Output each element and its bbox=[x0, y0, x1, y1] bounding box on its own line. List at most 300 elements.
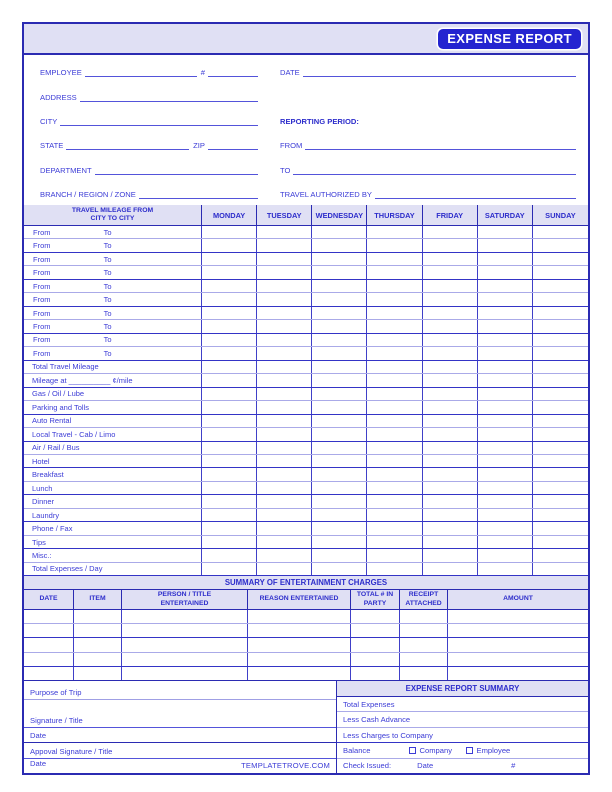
mileage-cell[interactable] bbox=[257, 442, 312, 454]
mileage-cell[interactable] bbox=[367, 549, 422, 561]
mileage-cell[interactable] bbox=[533, 293, 588, 305]
mileage-row bbox=[24, 401, 588, 414]
mileage-cell[interactable] bbox=[423, 509, 478, 521]
mileage-cell[interactable] bbox=[367, 482, 422, 494]
mileage-cell[interactable] bbox=[423, 239, 478, 251]
mileage-cell[interactable] bbox=[312, 239, 367, 251]
mileage-cell[interactable] bbox=[257, 522, 312, 534]
mileage-cell[interactable] bbox=[202, 482, 257, 494]
expense-row-label-auto-rental: Auto Rental bbox=[24, 415, 202, 427]
mileage-cell[interactable] bbox=[367, 374, 422, 386]
mileage-cell[interactable] bbox=[533, 226, 588, 238]
entertainment-cell[interactable] bbox=[122, 667, 248, 680]
mileage-cell[interactable] bbox=[312, 455, 367, 467]
entertainment-row bbox=[24, 638, 588, 652]
mileage-cell[interactable] bbox=[367, 280, 422, 292]
entertainment-cell[interactable] bbox=[248, 624, 351, 637]
mileage-cell[interactable] bbox=[423, 522, 478, 534]
mileage-cell[interactable] bbox=[478, 482, 533, 494]
signature-date-field[interactable] bbox=[24, 728, 336, 743]
info-field-branch-region-zone bbox=[40, 179, 258, 203]
mileage-cell[interactable] bbox=[423, 266, 478, 278]
write-line[interactable] bbox=[60, 124, 258, 126]
mileage-cell[interactable] bbox=[312, 226, 367, 238]
mileage-cell[interactable] bbox=[423, 495, 478, 507]
mileage-cell[interactable] bbox=[257, 361, 312, 373]
summary-row-less-cash-advance[interactable] bbox=[337, 712, 588, 727]
mileage-cell[interactable] bbox=[312, 401, 367, 413]
entertainment-cell[interactable] bbox=[448, 638, 588, 651]
mileage-cell[interactable] bbox=[533, 536, 588, 548]
route-to-label: To bbox=[103, 322, 112, 332]
route-to-label: To bbox=[103, 308, 112, 318]
expense-row-label-parking-and-tolls: Parking and Tolls bbox=[24, 401, 202, 413]
mileage-cell[interactable] bbox=[202, 266, 257, 278]
mileage-cell[interactable] bbox=[367, 536, 422, 548]
entertainment-cell[interactable] bbox=[248, 667, 351, 680]
mileage-cell[interactable] bbox=[257, 495, 312, 507]
mileage-cell[interactable] bbox=[202, 388, 257, 400]
mileage-cell[interactable] bbox=[478, 280, 533, 292]
summary-row-total-expenses[interactable] bbox=[337, 697, 588, 712]
mileage-cell[interactable] bbox=[478, 266, 533, 278]
mileage-cell[interactable] bbox=[367, 388, 422, 400]
mileage-cell[interactable] bbox=[533, 388, 588, 400]
write-line[interactable] bbox=[80, 100, 258, 102]
mileage-cell[interactable] bbox=[478, 401, 533, 413]
entertainment-cell[interactable] bbox=[122, 638, 248, 651]
write-line[interactable] bbox=[66, 148, 189, 150]
mileage-cell[interactable] bbox=[478, 334, 533, 346]
write-line[interactable] bbox=[139, 197, 258, 199]
write-line[interactable] bbox=[303, 75, 576, 77]
mileage-cell[interactable] bbox=[257, 226, 312, 238]
route-from-label: From bbox=[33, 268, 51, 278]
mileage-cell[interactable] bbox=[367, 239, 422, 251]
mileage-cell[interactable] bbox=[533, 347, 588, 359]
mileage-cell[interactable] bbox=[423, 388, 478, 400]
entertainment-cell[interactable] bbox=[351, 610, 400, 623]
mileage-row bbox=[24, 468, 588, 481]
mileage-cell[interactable] bbox=[423, 293, 478, 305]
mileage-cell[interactable] bbox=[478, 442, 533, 454]
mileage-cell[interactable] bbox=[533, 563, 588, 575]
write-line[interactable] bbox=[208, 75, 258, 77]
mileage-cell[interactable] bbox=[423, 549, 478, 561]
write-line[interactable] bbox=[293, 173, 576, 175]
mileage-cell[interactable] bbox=[533, 509, 588, 521]
mileage-cell[interactable] bbox=[533, 428, 588, 440]
mileage-cell[interactable] bbox=[423, 428, 478, 440]
mileage-cell[interactable] bbox=[423, 374, 478, 386]
mileage-cell[interactable] bbox=[423, 415, 478, 427]
mileage-cell[interactable] bbox=[257, 320, 312, 332]
entertainment-cell[interactable] bbox=[400, 610, 448, 623]
mileage-cell[interactable] bbox=[367, 361, 422, 373]
mileage-cell[interactable] bbox=[367, 320, 422, 332]
entertainment-cell[interactable] bbox=[448, 624, 588, 637]
entertainment-cell[interactable] bbox=[74, 624, 122, 637]
ent-col-header-person-title bbox=[122, 590, 248, 609]
mileage-cell[interactable] bbox=[312, 428, 367, 440]
mileage-cell[interactable] bbox=[533, 361, 588, 373]
mileage-cell[interactable] bbox=[423, 563, 478, 575]
mileage-cell[interactable] bbox=[423, 320, 478, 332]
mileage-cell[interactable] bbox=[533, 307, 588, 319]
mileage-cell[interactable] bbox=[312, 320, 367, 332]
mileage-cell[interactable] bbox=[312, 280, 367, 292]
mileage-cell[interactable] bbox=[257, 428, 312, 440]
mileage-cell[interactable] bbox=[257, 280, 312, 292]
mileage-cell[interactable] bbox=[367, 253, 422, 265]
mileage-cell[interactable] bbox=[257, 388, 312, 400]
route-cell[interactable] bbox=[24, 280, 202, 292]
entertainment-cell[interactable] bbox=[400, 667, 448, 680]
info-field-department bbox=[40, 154, 258, 178]
mileage-cell[interactable] bbox=[423, 482, 478, 494]
route-to-label: To bbox=[103, 335, 112, 345]
route-cell[interactable] bbox=[24, 239, 202, 251]
mileage-cell[interactable] bbox=[423, 455, 478, 467]
mileage-cell[interactable] bbox=[257, 482, 312, 494]
mileage-cell[interactable] bbox=[312, 468, 367, 480]
mileage-cell[interactable] bbox=[312, 374, 367, 386]
mileage-cell[interactable] bbox=[367, 415, 422, 427]
mileage-cell[interactable] bbox=[257, 509, 312, 521]
field-label-branch-region-zone: BRANCH / REGION / ZONE bbox=[40, 189, 136, 199]
mileage-cell[interactable] bbox=[257, 307, 312, 319]
mileage-cell[interactable] bbox=[423, 468, 478, 480]
mileage-cell[interactable] bbox=[202, 239, 257, 251]
entertainment-cell[interactable] bbox=[24, 653, 74, 666]
mileage-cell[interactable] bbox=[478, 253, 533, 265]
mileage-row bbox=[24, 280, 588, 293]
mileage-row bbox=[24, 361, 588, 374]
mileage-cell[interactable] bbox=[202, 293, 257, 305]
purpose-of-trip-field[interactable] bbox=[24, 681, 336, 700]
mileage-cell[interactable] bbox=[533, 334, 588, 346]
expense-row-label-hotel: Hotel bbox=[24, 455, 202, 467]
signature-title-field[interactable] bbox=[24, 713, 336, 729]
mileage-cell[interactable] bbox=[202, 334, 257, 346]
mileage-cell[interactable] bbox=[533, 415, 588, 427]
summary-row-less-charges[interactable] bbox=[337, 728, 588, 743]
mileage-cell[interactable] bbox=[312, 334, 367, 346]
mileage-cell[interactable] bbox=[478, 455, 533, 467]
mileage-cell[interactable] bbox=[202, 347, 257, 359]
entertainment-cell[interactable] bbox=[351, 653, 400, 666]
mileage-cell[interactable] bbox=[423, 307, 478, 319]
write-line[interactable] bbox=[85, 75, 197, 77]
mileage-cell[interactable] bbox=[202, 442, 257, 454]
mileage-cell[interactable] bbox=[312, 536, 367, 548]
mileage-cell[interactable] bbox=[312, 563, 367, 575]
summary-row-check-issued[interactable] bbox=[337, 759, 588, 773]
mileage-cell[interactable] bbox=[533, 374, 588, 386]
mileage-cell[interactable] bbox=[312, 509, 367, 521]
mileage-cell[interactable] bbox=[533, 455, 588, 467]
entertainment-cell[interactable] bbox=[351, 638, 400, 651]
mileage-cell[interactable] bbox=[257, 239, 312, 251]
mileage-row bbox=[24, 320, 588, 333]
mileage-cell[interactable] bbox=[423, 226, 478, 238]
mileage-cell[interactable] bbox=[478, 522, 533, 534]
mileage-cell[interactable] bbox=[423, 253, 478, 265]
mileage-cell[interactable] bbox=[478, 239, 533, 251]
mileage-cell[interactable] bbox=[312, 522, 367, 534]
mileage-row bbox=[24, 415, 588, 428]
mileage-cell[interactable] bbox=[533, 320, 588, 332]
entertainment-table-body bbox=[24, 610, 588, 680]
mileage-cell[interactable] bbox=[202, 522, 257, 534]
mileage-cell[interactable] bbox=[367, 428, 422, 440]
mileage-cell[interactable] bbox=[478, 320, 533, 332]
info-field-from bbox=[280, 130, 576, 154]
mileage-cell[interactable] bbox=[257, 293, 312, 305]
mileage-cell[interactable] bbox=[202, 509, 257, 521]
mileage-cell[interactable] bbox=[478, 388, 533, 400]
field-label-state: STATE bbox=[40, 141, 64, 151]
mileage-cell[interactable] bbox=[312, 482, 367, 494]
mileage-cell[interactable] bbox=[478, 563, 533, 575]
mileage-cell[interactable] bbox=[202, 495, 257, 507]
mileage-cell[interactable] bbox=[478, 347, 533, 359]
mileage-row bbox=[24, 549, 588, 562]
entertainment-cell[interactable] bbox=[400, 638, 448, 651]
employee-checkbox[interactable] bbox=[466, 747, 473, 754]
mileage-cell[interactable] bbox=[202, 455, 257, 467]
expense-row-label-air-rail-bus: Air / Rail / Bus bbox=[24, 442, 202, 454]
entertainment-row bbox=[24, 624, 588, 638]
entertainment-cell[interactable] bbox=[122, 610, 248, 623]
mileage-cell[interactable] bbox=[257, 334, 312, 346]
write-line[interactable] bbox=[95, 173, 258, 175]
entertainment-cell[interactable] bbox=[24, 638, 74, 651]
entertainment-cell[interactable] bbox=[24, 610, 74, 623]
mileage-cell[interactable] bbox=[367, 522, 422, 534]
approval-signature-field[interactable] bbox=[24, 743, 336, 759]
mileage-cell[interactable] bbox=[257, 455, 312, 467]
mileage-cell[interactable] bbox=[312, 347, 367, 359]
summary-title: EXPENSE REPORT SUMMARY bbox=[337, 681, 588, 697]
mileage-cell[interactable] bbox=[202, 401, 257, 413]
info-field-reporting-period bbox=[280, 106, 576, 130]
mileage-cell[interactable] bbox=[312, 361, 367, 373]
mileage-cell[interactable] bbox=[367, 334, 422, 346]
mileage-cell[interactable] bbox=[423, 361, 478, 373]
mileage-cell[interactable] bbox=[533, 522, 588, 534]
summary-section bbox=[337, 681, 588, 773]
mileage-cell[interactable] bbox=[312, 253, 367, 265]
mileage-cell[interactable] bbox=[257, 415, 312, 427]
info-field-state bbox=[40, 130, 258, 154]
expense-row-label-gas-oil-lube: Gas / Oil / Lube bbox=[24, 388, 202, 400]
mileage-cell[interactable] bbox=[367, 442, 422, 454]
route-cell[interactable] bbox=[24, 320, 202, 332]
info-field-to bbox=[280, 154, 576, 178]
day-header-friday: FRIDAY bbox=[423, 205, 478, 225]
mileage-cell[interactable] bbox=[533, 253, 588, 265]
mileage-cell[interactable] bbox=[533, 442, 588, 454]
less-cash-advance-label: Less Cash Advance bbox=[343, 715, 411, 725]
mileage-cell[interactable] bbox=[202, 280, 257, 292]
mileage-cell[interactable] bbox=[312, 388, 367, 400]
route-cell[interactable] bbox=[24, 226, 202, 238]
mileage-cell[interactable] bbox=[478, 226, 533, 238]
purpose-write-space[interactable] bbox=[24, 700, 336, 713]
expense-row-label-total-travel-mileage: Total Travel Mileage bbox=[24, 361, 202, 373]
corner-line2: CITY TO CITY bbox=[90, 215, 135, 222]
field-label-to: TO bbox=[280, 165, 291, 175]
mileage-cell[interactable] bbox=[202, 361, 257, 373]
ent-col-line2: PARTY bbox=[363, 599, 387, 607]
approval-date-field[interactable] bbox=[24, 759, 336, 773]
mileage-cell[interactable] bbox=[257, 253, 312, 265]
mileage-cell[interactable] bbox=[367, 226, 422, 238]
ent-col-line2: ENTERTAINED bbox=[160, 599, 209, 607]
mileage-cell[interactable] bbox=[202, 563, 257, 575]
mileage-cell[interactable] bbox=[367, 563, 422, 575]
mileage-cell[interactable] bbox=[367, 401, 422, 413]
mileage-cell[interactable] bbox=[478, 361, 533, 373]
mileage-cell[interactable] bbox=[423, 334, 478, 346]
route-cell[interactable] bbox=[24, 307, 202, 319]
mileage-cell[interactable] bbox=[312, 549, 367, 561]
ent-col-header-date bbox=[24, 590, 74, 609]
route-cell[interactable] bbox=[24, 253, 202, 265]
mileage-cell[interactable] bbox=[478, 549, 533, 561]
mileage-corner-header bbox=[24, 205, 202, 225]
mileage-cell[interactable] bbox=[257, 536, 312, 548]
mileage-cell[interactable] bbox=[478, 415, 533, 427]
mileage-cell[interactable] bbox=[423, 347, 478, 359]
route-cell[interactable] bbox=[24, 347, 202, 359]
write-line[interactable] bbox=[375, 197, 576, 199]
company-checkbox[interactable] bbox=[409, 747, 416, 754]
mileage-cell[interactable] bbox=[478, 428, 533, 440]
mileage-cell[interactable] bbox=[257, 266, 312, 278]
mileage-cell[interactable] bbox=[533, 266, 588, 278]
mileage-cell[interactable] bbox=[367, 293, 422, 305]
mileage-cell[interactable] bbox=[367, 307, 422, 319]
mileage-cell[interactable] bbox=[257, 549, 312, 561]
mileage-cell[interactable] bbox=[533, 280, 588, 292]
mileage-cell[interactable] bbox=[478, 468, 533, 480]
mileage-cell[interactable] bbox=[202, 549, 257, 561]
mileage-cell[interactable] bbox=[533, 401, 588, 413]
mileage-cell[interactable] bbox=[202, 374, 257, 386]
entertainment-cell[interactable] bbox=[122, 624, 248, 637]
mileage-cell[interactable] bbox=[478, 495, 533, 507]
entertainment-cell[interactable] bbox=[400, 624, 448, 637]
mileage-cell[interactable] bbox=[478, 293, 533, 305]
mileage-cell[interactable] bbox=[312, 495, 367, 507]
mileage-cell[interactable] bbox=[312, 293, 367, 305]
mileage-cell[interactable] bbox=[312, 415, 367, 427]
mileage-cell[interactable] bbox=[257, 468, 312, 480]
mileage-cell[interactable] bbox=[202, 536, 257, 548]
entertainment-cell[interactable] bbox=[448, 653, 588, 666]
mileage-cell[interactable] bbox=[257, 347, 312, 359]
entertainment-cell[interactable] bbox=[400, 653, 448, 666]
mileage-row bbox=[24, 293, 588, 306]
mileage-cell[interactable] bbox=[202, 307, 257, 319]
mileage-cell[interactable] bbox=[202, 428, 257, 440]
entertainment-cell[interactable] bbox=[24, 667, 74, 680]
mileage-cell[interactable] bbox=[533, 468, 588, 480]
mileage-cell[interactable] bbox=[533, 239, 588, 251]
entertainment-cell[interactable] bbox=[248, 638, 351, 651]
mileage-cell[interactable] bbox=[533, 482, 588, 494]
mileage-cell[interactable] bbox=[423, 401, 478, 413]
mileage-cell[interactable] bbox=[367, 455, 422, 467]
mileage-cell[interactable] bbox=[478, 374, 533, 386]
mileage-cell[interactable] bbox=[257, 401, 312, 413]
mileage-cell[interactable] bbox=[478, 307, 533, 319]
entertainment-cell[interactable] bbox=[248, 610, 351, 623]
entertainment-title: SUMMARY OF ENTERTAINMENT CHARGES bbox=[24, 576, 588, 590]
mileage-cell[interactable] bbox=[312, 307, 367, 319]
mileage-cell[interactable] bbox=[202, 415, 257, 427]
page-title: EXPENSE REPORT bbox=[438, 29, 581, 49]
entertainment-cell[interactable] bbox=[74, 638, 122, 651]
mileage-cell[interactable] bbox=[533, 549, 588, 561]
write-line[interactable] bbox=[208, 148, 258, 150]
mileage-cell[interactable] bbox=[423, 280, 478, 292]
mileage-cell[interactable] bbox=[202, 253, 257, 265]
entertainment-cell[interactable] bbox=[448, 610, 588, 623]
mileage-cell[interactable] bbox=[367, 347, 422, 359]
entertainment-cell[interactable] bbox=[24, 624, 74, 637]
entertainment-cell[interactable] bbox=[74, 610, 122, 623]
mileage-cell[interactable] bbox=[367, 509, 422, 521]
mileage-cell[interactable] bbox=[312, 442, 367, 454]
route-cell[interactable] bbox=[24, 293, 202, 305]
route-cell[interactable] bbox=[24, 266, 202, 278]
mileage-cell[interactable] bbox=[312, 266, 367, 278]
mileage-cell[interactable] bbox=[423, 442, 478, 454]
mileage-cell[interactable] bbox=[367, 266, 422, 278]
route-to-label: To bbox=[103, 348, 112, 358]
entertainment-cell[interactable] bbox=[74, 653, 122, 666]
mileage-cell[interactable] bbox=[367, 495, 422, 507]
entertainment-cell[interactable] bbox=[248, 653, 351, 666]
mileage-cell[interactable] bbox=[202, 468, 257, 480]
expense-row-label-local-travel-cab-limo: Local Travel - Cab / Limo bbox=[24, 428, 202, 440]
entertainment-cell[interactable] bbox=[351, 667, 400, 680]
mileage-cell[interactable] bbox=[423, 536, 478, 548]
mileage-cell[interactable] bbox=[478, 509, 533, 521]
mileage-cell[interactable] bbox=[202, 226, 257, 238]
website-credit: TEMPLATETROVE.COM bbox=[241, 761, 330, 770]
ent-col-header-total-num-in bbox=[351, 590, 400, 609]
entertainment-cell[interactable] bbox=[74, 667, 122, 680]
mileage-cell[interactable] bbox=[257, 374, 312, 386]
entertainment-cell[interactable] bbox=[448, 667, 588, 680]
mileage-cell[interactable] bbox=[367, 468, 422, 480]
expense-report-form bbox=[22, 22, 590, 775]
mileage-cell[interactable] bbox=[202, 320, 257, 332]
mileage-cell[interactable] bbox=[533, 495, 588, 507]
mileage-cell[interactable] bbox=[257, 563, 312, 575]
write-line[interactable] bbox=[305, 148, 576, 150]
entertainment-cell[interactable] bbox=[122, 653, 248, 666]
route-cell[interactable] bbox=[24, 334, 202, 346]
mileage-cell[interactable] bbox=[478, 536, 533, 548]
mileage-table-header bbox=[24, 205, 588, 226]
day-header-monday: MONDAY bbox=[202, 205, 257, 225]
entertainment-cell[interactable] bbox=[351, 624, 400, 637]
